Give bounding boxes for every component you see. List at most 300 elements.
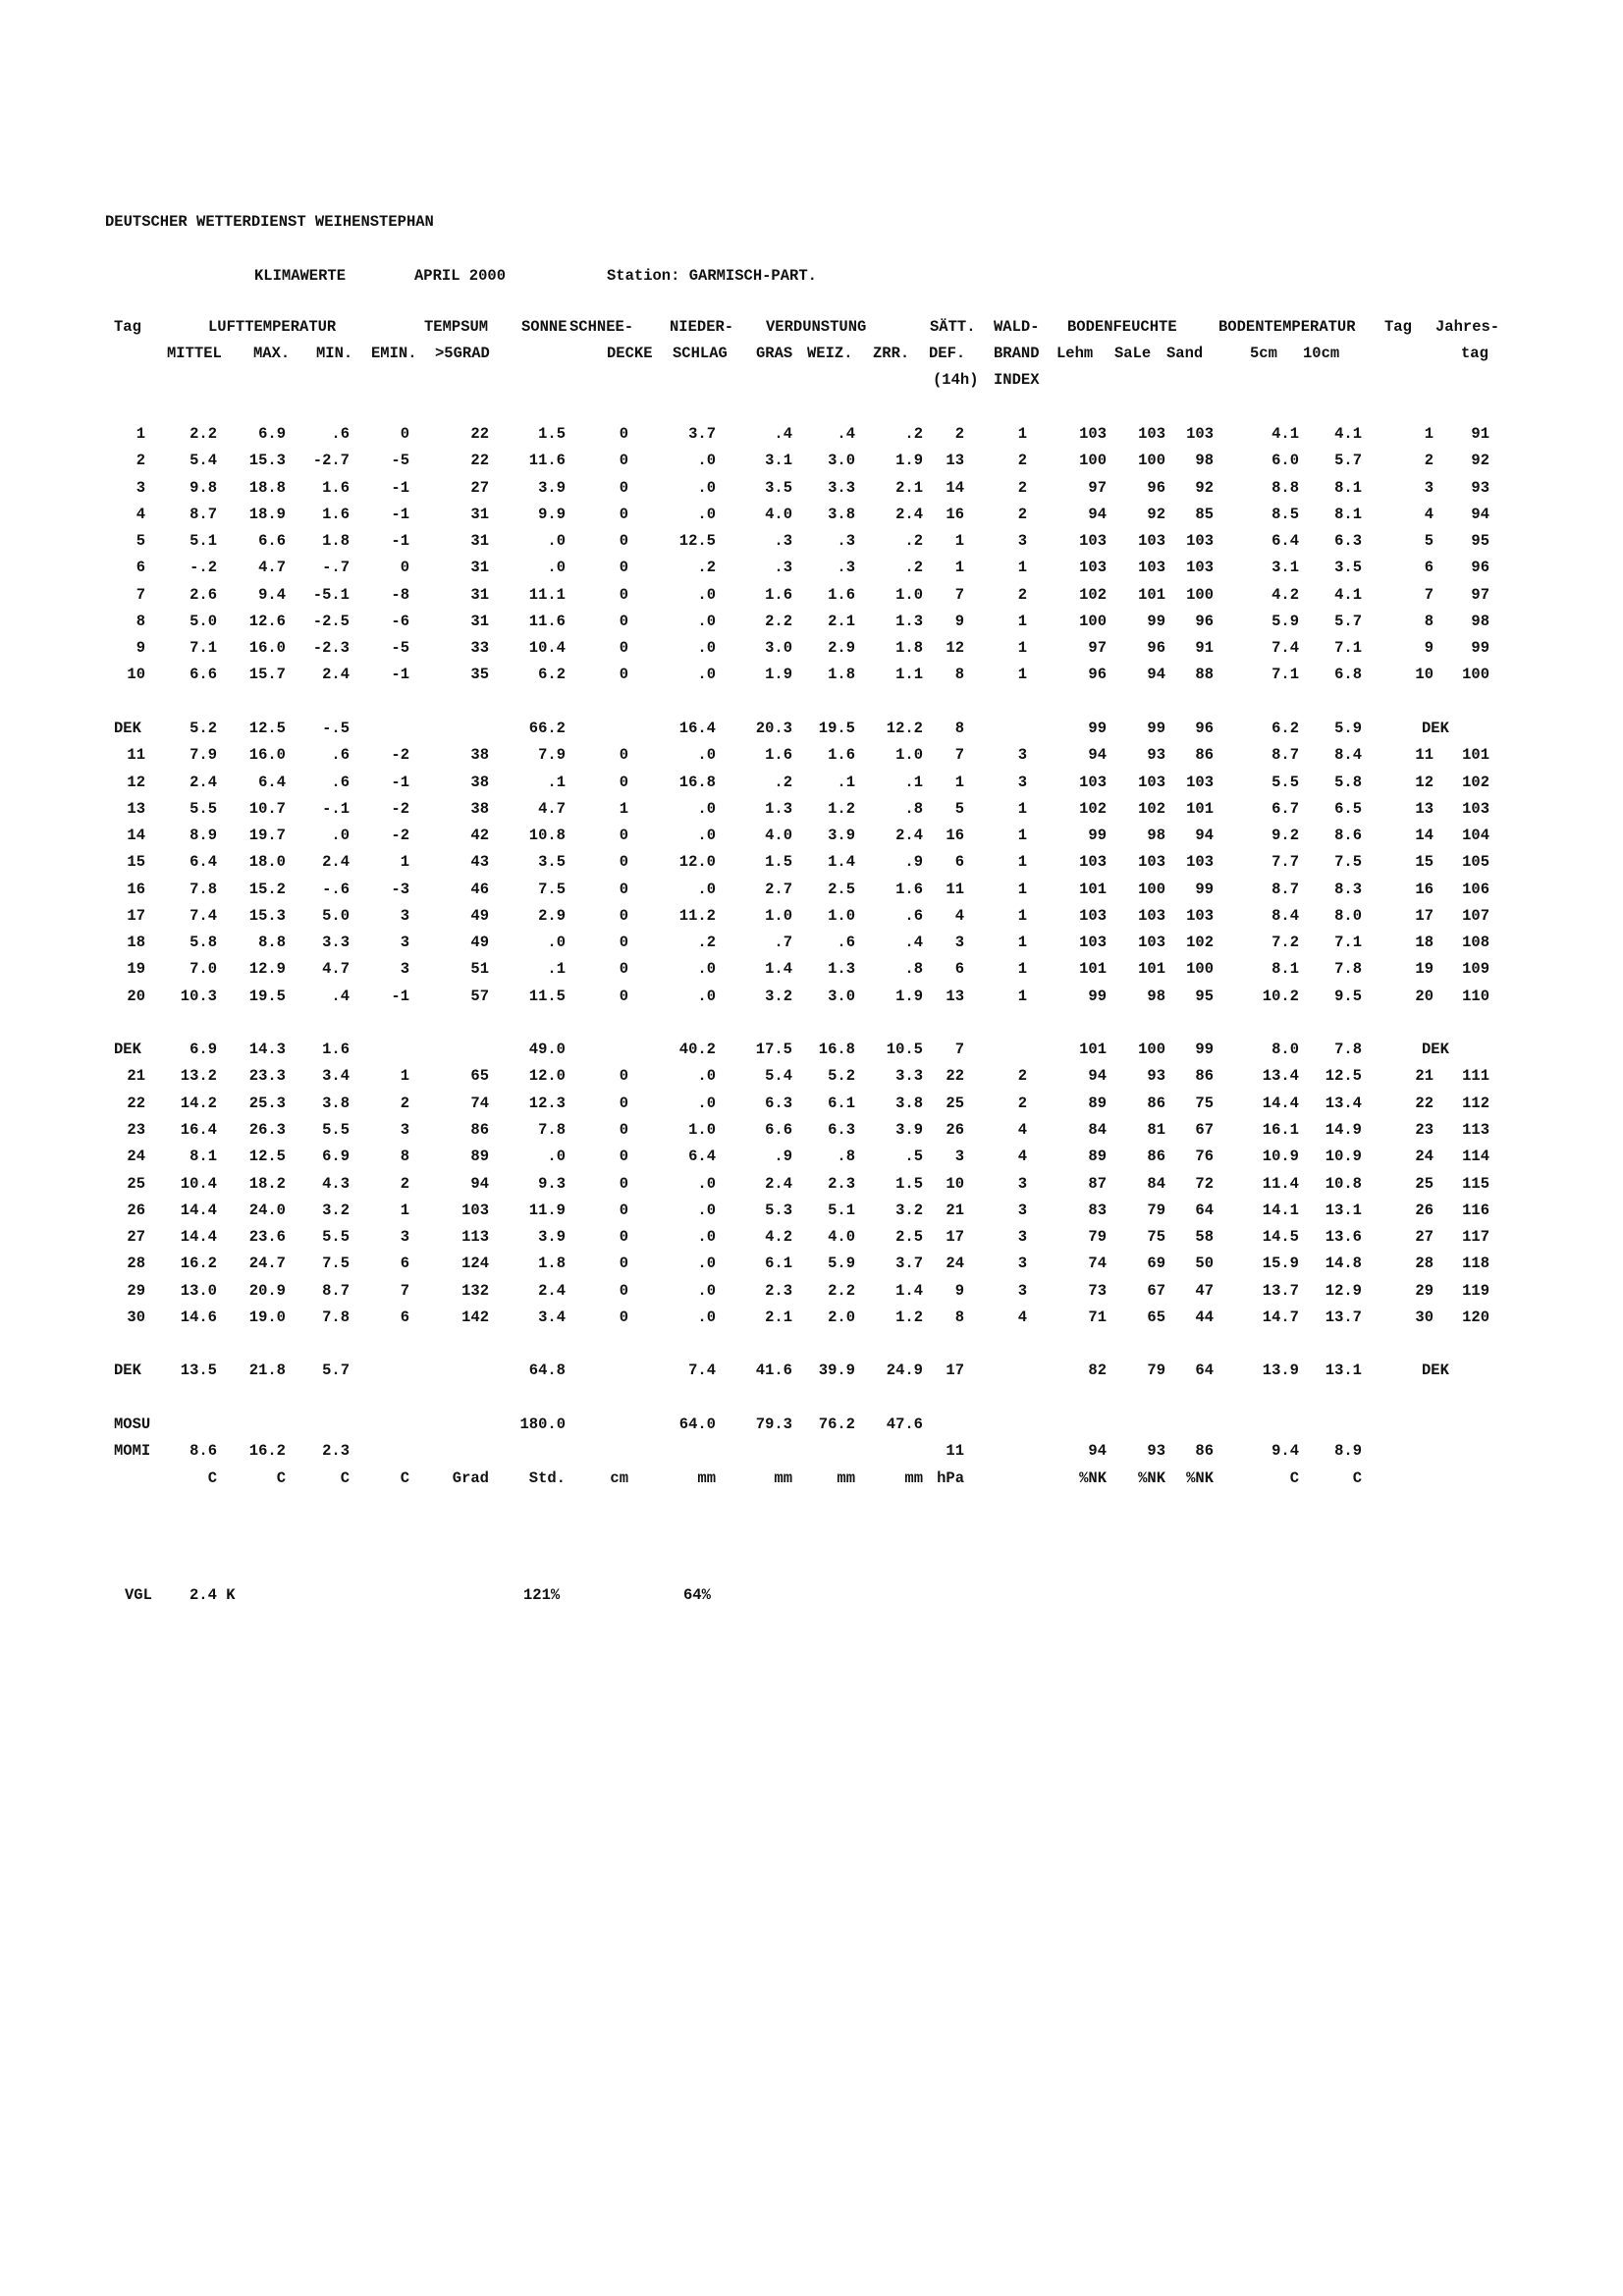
table-cell: 103 — [1138, 907, 1165, 925]
table-cell: 65 — [1147, 1308, 1165, 1326]
table-cell: 3 — [400, 960, 409, 978]
table-cell: 26 — [946, 1121, 964, 1139]
table-cell: .0 — [697, 1228, 716, 1246]
table-cell: 5 — [1424, 532, 1434, 550]
table-cell: 6.9 — [322, 1148, 350, 1165]
table-cell: 13.4 — [1325, 1095, 1362, 1112]
table-cell: 3.0 — [828, 452, 855, 469]
table-cell: -1 — [391, 479, 409, 497]
table-cell: 91 — [1195, 639, 1214, 657]
table-cell: 13.9 — [1262, 1362, 1299, 1379]
table-cell: 2 — [400, 1095, 409, 1112]
table-cell: .2 — [904, 559, 923, 576]
table-cell: -2.3 — [312, 639, 350, 657]
table-cell: 19 — [1415, 960, 1434, 978]
table-row — [0, 1171, 1623, 1198]
table-cell: .8 — [904, 960, 923, 978]
table-cell: .0 — [697, 827, 716, 844]
table-cell: %NK — [1186, 1469, 1214, 1487]
row-label: MOMI — [114, 1442, 151, 1460]
table-cell: 103 — [1186, 774, 1214, 791]
table-cell: 1.6 — [828, 746, 855, 764]
table-cell: 3 — [135, 479, 145, 497]
table-cell: 1.6 — [322, 1041, 350, 1058]
monthly-sum-row — [0, 1412, 1623, 1438]
table-cell: 19.0 — [248, 1308, 286, 1326]
table-cell: 20.9 — [248, 1282, 286, 1300]
table-cell: 7.5 — [1334, 853, 1362, 871]
table-cell: 89 — [1088, 1148, 1107, 1165]
table-cell: 142 — [461, 1308, 489, 1326]
column-header: SCHNEE- — [569, 318, 634, 336]
table-cell: 7 — [954, 1041, 964, 1058]
table-cell: 5.1 — [828, 1201, 855, 1219]
table-cell: 1.2 — [828, 800, 855, 818]
table-cell: 17 — [946, 1228, 964, 1246]
table-cell: 99 — [1147, 720, 1165, 737]
table-cell: -2.5 — [312, 613, 350, 630]
table-cell: 10.4 — [528, 639, 566, 657]
table-cell: 7.1 — [1334, 639, 1362, 657]
table-cell: 96 — [1195, 613, 1214, 630]
table-cell: 29 — [127, 1282, 145, 1300]
table-cell: 20 — [127, 988, 145, 1005]
table-cell: 17 — [127, 907, 145, 925]
table-cell: 12.5 — [248, 1148, 286, 1165]
table-cell: 74 — [470, 1095, 489, 1112]
table-cell: 92 — [1471, 452, 1489, 469]
table-cell: 13 — [127, 800, 145, 818]
table-cell: 14.4 — [1262, 1095, 1299, 1112]
table-row — [0, 1063, 1623, 1090]
table-cell: 7.5 — [322, 1255, 350, 1272]
table-cell: 2.1 — [828, 613, 855, 630]
table-cell: 9.3 — [538, 1175, 566, 1193]
table-cell: 94 — [470, 1175, 489, 1193]
table-cell: 6.9 — [189, 1041, 217, 1058]
table-cell: 2.4 — [322, 666, 350, 683]
table-cell: 7.8 — [538, 1121, 566, 1139]
report-header-org-line — [0, 209, 1623, 236]
table-row — [0, 742, 1623, 769]
table-cell: 10.8 — [528, 827, 566, 844]
table-cell: 11.6 — [528, 452, 566, 469]
table-cell: .4 — [331, 988, 350, 1005]
table-cell: 1.8 — [895, 639, 923, 657]
table-cell: -2 — [391, 746, 409, 764]
table-cell: 4 — [1424, 506, 1434, 523]
table-cell: 86 — [1195, 746, 1214, 764]
row-label: DEK — [1422, 1041, 1449, 1058]
table-cell: 41.6 — [755, 1362, 792, 1379]
table-cell: 0 — [400, 559, 409, 576]
table-cell: 8 — [954, 666, 964, 683]
table-cell: 2 — [1017, 1095, 1027, 1112]
table-cell: 98 — [1147, 827, 1165, 844]
table-cell: 101 — [1186, 800, 1214, 818]
table-cell: 7.4 — [1271, 639, 1299, 657]
table-cell: 50 — [1195, 1255, 1214, 1272]
table-cell: 6 — [954, 960, 964, 978]
table-cell: .2 — [697, 559, 716, 576]
table-row — [0, 448, 1623, 474]
table-cell: 21 — [1415, 1067, 1434, 1085]
table-cell: 15.9 — [1262, 1255, 1299, 1272]
table-cell: 7.9 — [538, 746, 566, 764]
table-cell: 1.2 — [895, 1308, 923, 1326]
table-cell: 2 — [1017, 452, 1027, 469]
table-cell: 5.2 — [189, 720, 217, 737]
table-cell: 4 — [954, 907, 964, 925]
table-cell: 0 — [619, 881, 628, 898]
table-cell: 86 — [1195, 1442, 1214, 1460]
table-cell: 5.0 — [189, 613, 217, 630]
row-label: DEK — [114, 720, 141, 737]
table-cell: 30 — [127, 1308, 145, 1326]
column-header: TEMPSUM — [424, 318, 489, 336]
table-cell: 2 — [400, 1175, 409, 1193]
table-cell: 12.5 — [678, 532, 716, 550]
table-cell: 7.1 — [1271, 666, 1299, 683]
table-cell: 112 — [1462, 1095, 1489, 1112]
table-cell: 100 — [1138, 1041, 1165, 1058]
report-period: APRIL 2000 — [414, 267, 507, 285]
table-cell: 98 — [1147, 988, 1165, 1005]
table-cell: 5 — [954, 800, 964, 818]
table-cell: 85 — [1195, 506, 1214, 523]
table-cell: 14.2 — [180, 1095, 217, 1112]
table-cell: 11 — [946, 881, 964, 898]
table-cell: -5 — [391, 639, 409, 657]
table-cell: 43 — [470, 853, 489, 871]
table-cell: 5.0 — [322, 907, 350, 925]
table-cell: 16.0 — [248, 639, 286, 657]
table-cell: 8 — [954, 720, 964, 737]
table-cell: 14.4 — [180, 1228, 217, 1246]
table-cell: 0 — [619, 639, 628, 657]
table-cell: 0 — [619, 1095, 628, 1112]
table-cell: 13.0 — [180, 1282, 217, 1300]
table-cell: 13.7 — [1325, 1308, 1362, 1326]
table-cell: 101 — [1079, 960, 1107, 978]
column-header: SONNE — [521, 318, 568, 336]
table-row — [0, 555, 1623, 581]
table-cell: C — [207, 1469, 217, 1487]
vgl-sunshine: 121% — [523, 1586, 561, 1604]
table-cell: 1.6 — [322, 479, 350, 497]
table-cell: -2 — [391, 800, 409, 818]
table-cell: 9 — [954, 613, 964, 630]
table-row — [0, 1305, 1623, 1331]
table-cell: -6 — [391, 613, 409, 630]
table-cell: 117 — [1462, 1228, 1489, 1246]
table-cell: 102 — [1138, 800, 1165, 818]
table-cell: 99 — [1195, 1041, 1214, 1058]
units-row — [0, 1466, 1623, 1492]
table-cell: 16 — [946, 506, 964, 523]
table-cell: 19.7 — [248, 827, 286, 844]
table-cell: 103 — [1186, 559, 1214, 576]
table-cell: 1.0 — [895, 746, 923, 764]
table-cell: .3 — [774, 559, 792, 576]
table-row — [0, 877, 1623, 903]
table-row — [0, 770, 1623, 796]
table-cell: 13 — [1415, 800, 1434, 818]
table-cell: 0 — [619, 934, 628, 951]
table-cell: 23.3 — [248, 1067, 286, 1085]
column-header-row1 — [0, 314, 1623, 341]
table-cell: 1.4 — [895, 1282, 923, 1300]
table-cell: 22 — [127, 1095, 145, 1112]
row-label: MOSU — [114, 1415, 151, 1433]
column-header: WALD- — [994, 318, 1040, 336]
table-cell: 1.3 — [895, 613, 923, 630]
table-cell: 12.6 — [248, 613, 286, 630]
table-cell: 4.3 — [322, 1175, 350, 1193]
table-cell: 132 — [461, 1282, 489, 1300]
table-cell: 65 — [470, 1067, 489, 1085]
table-cell: 104 — [1462, 827, 1489, 844]
table-cell: 10 — [127, 666, 145, 683]
table-cell: 39.9 — [818, 1362, 855, 1379]
table-cell: 0 — [619, 774, 628, 791]
table-cell: 1 — [1017, 907, 1027, 925]
table-cell: 8 — [135, 613, 145, 630]
table-cell: 7.1 — [189, 639, 217, 657]
table-cell: 1.8 — [828, 666, 855, 683]
table-cell: 0 — [619, 479, 628, 497]
column-header: BODENTEMPERATUR — [1218, 318, 1356, 336]
table-cell: 8.5 — [1271, 506, 1299, 523]
table-cell: 1 — [1017, 559, 1027, 576]
table-cell: 3 — [1017, 1255, 1027, 1272]
table-cell: .0 — [697, 1201, 716, 1219]
table-cell: 94 — [1088, 1067, 1107, 1085]
table-cell: 116 — [1462, 1201, 1489, 1219]
table-cell: 9.4 — [1271, 1442, 1299, 1460]
table-cell: %NK — [1138, 1469, 1165, 1487]
table-cell: 94 — [1195, 827, 1214, 844]
table-cell: 3.0 — [765, 639, 792, 657]
table-cell: C — [1289, 1469, 1299, 1487]
column-header: VERDUNSTUNG — [766, 318, 867, 336]
table-cell: -1 — [391, 666, 409, 683]
table-cell: 3.5 — [1334, 559, 1362, 576]
table-cell: 2.1 — [895, 479, 923, 497]
table-cell: 6.1 — [828, 1095, 855, 1112]
table-cell: .0 — [697, 800, 716, 818]
table-cell: 16 — [946, 827, 964, 844]
table-cell: 3 — [400, 1228, 409, 1246]
table-cell: 180.0 — [519, 1415, 566, 1433]
table-cell: 24 — [127, 1148, 145, 1165]
column-header: MITTEL — [167, 345, 222, 362]
table-cell: 1.5 — [895, 1175, 923, 1193]
table-cell: 20.3 — [755, 720, 792, 737]
column-header: DEF. — [929, 345, 966, 362]
table-cell: .0 — [547, 532, 566, 550]
table-cell: 109 — [1462, 960, 1489, 978]
table-cell: 105 — [1462, 853, 1489, 871]
table-cell: 9 — [135, 639, 145, 657]
table-cell: 11.9 — [528, 1201, 566, 1219]
column-header-row3 — [0, 367, 1623, 394]
table-cell: 1.0 — [688, 1121, 716, 1139]
column-header: GRAS — [756, 345, 793, 362]
table-cell: 64.8 — [528, 1362, 566, 1379]
table-cell: 95 — [1471, 532, 1489, 550]
table-cell: 10.9 — [1325, 1148, 1362, 1165]
table-cell: 12.2 — [886, 720, 923, 737]
table-cell: 103 — [1079, 934, 1107, 951]
table-cell: 4.0 — [765, 827, 792, 844]
table-cell: 0 — [619, 960, 628, 978]
table-cell: 100 — [1186, 960, 1214, 978]
table-cell: -1 — [391, 988, 409, 1005]
table-cell: 101 — [1079, 881, 1107, 898]
table-row — [0, 956, 1623, 983]
column-header: SaLe — [1114, 345, 1152, 362]
table-cell: %NK — [1079, 1469, 1107, 1487]
table-cell: 21 — [127, 1067, 145, 1085]
table-cell: Std. — [528, 1469, 566, 1487]
table-cell: 14.7 — [1262, 1308, 1299, 1326]
table-cell: 31 — [470, 506, 489, 523]
table-cell: 3 — [400, 907, 409, 925]
table-cell: 0 — [619, 1067, 628, 1085]
table-cell: 1.6 — [828, 586, 855, 604]
table-cell: 6.4 — [1271, 532, 1299, 550]
table-cell: .9 — [774, 1148, 792, 1165]
table-cell: 51 — [470, 960, 489, 978]
table-cell: 4.2 — [765, 1228, 792, 1246]
table-cell: 100 — [1138, 452, 1165, 469]
table-cell: 7.9 — [189, 746, 217, 764]
table-cell: 24.7 — [248, 1255, 286, 1272]
table-cell: 99 — [1088, 988, 1107, 1005]
table-row — [0, 1117, 1623, 1144]
column-header: MAX. — [253, 345, 291, 362]
table-cell: 3 — [1017, 532, 1027, 550]
table-cell: 16.2 — [248, 1442, 286, 1460]
table-cell: 103 — [1079, 774, 1107, 791]
table-cell: 31 — [470, 613, 489, 630]
table-cell: 5.4 — [189, 452, 217, 469]
table-cell: 0 — [619, 1175, 628, 1193]
table-cell: 64.0 — [678, 1415, 716, 1433]
table-cell: 16 — [127, 881, 145, 898]
table-cell: 3.7 — [895, 1255, 923, 1272]
table-cell: 8.1 — [1334, 479, 1362, 497]
table-cell: 1.6 — [765, 746, 792, 764]
table-cell: 1.0 — [765, 907, 792, 925]
table-cell: 1.9 — [765, 666, 792, 683]
table-cell: 7 — [400, 1282, 409, 1300]
table-row — [0, 1251, 1623, 1277]
table-cell: 6 — [400, 1308, 409, 1326]
table-cell: 57 — [470, 988, 489, 1005]
table-cell: 4 — [135, 506, 145, 523]
table-cell: .3 — [774, 532, 792, 550]
table-cell: .0 — [697, 1255, 716, 1272]
table-cell: 3.9 — [538, 479, 566, 497]
column-header: >5GRAD — [435, 345, 490, 362]
table-cell: 16.0 — [248, 746, 286, 764]
table-cell: 103 — [1079, 425, 1107, 443]
table-cell: 94 — [1088, 1442, 1107, 1460]
table-cell: 99 — [1147, 613, 1165, 630]
org-name: DEUTSCHER WETTERDIENST WEIHENSTEPHAN — [105, 213, 434, 231]
table-cell: 1 — [1424, 425, 1434, 443]
table-cell: 3 — [400, 1121, 409, 1139]
table-cell: 0 — [619, 559, 628, 576]
table-cell: 12.5 — [248, 720, 286, 737]
table-cell: 0 — [619, 746, 628, 764]
table-cell: .6 — [331, 746, 350, 764]
table-cell: 91 — [1471, 425, 1489, 443]
column-header: Jahres- — [1435, 318, 1500, 336]
table-cell: 3.9 — [895, 1121, 923, 1139]
table-cell: 8.4 — [1271, 907, 1299, 925]
table-cell: 1 — [1017, 800, 1027, 818]
table-cell: .0 — [547, 559, 566, 576]
table-cell: .1 — [837, 774, 855, 791]
table-cell: 79.3 — [755, 1415, 792, 1433]
table-cell: 3.1 — [1271, 559, 1299, 576]
table-cell: 2.9 — [538, 907, 566, 925]
table-cell: 3 — [1017, 746, 1027, 764]
table-cell: 12 — [946, 639, 964, 657]
table-row — [0, 582, 1623, 609]
table-cell: .0 — [697, 746, 716, 764]
table-cell: 6.9 — [258, 425, 286, 443]
table-cell: .0 — [697, 506, 716, 523]
table-cell: 1.6 — [895, 881, 923, 898]
table-cell: -5.1 — [312, 586, 350, 604]
table-cell: 21.8 — [248, 1362, 286, 1379]
table-cell: C — [400, 1469, 409, 1487]
table-cell: 103 — [1138, 853, 1165, 871]
table-cell: 2.4 — [538, 1282, 566, 1300]
table-cell: 27 — [470, 479, 489, 497]
table-cell: 93 — [1147, 1067, 1165, 1085]
table-cell: 103 — [461, 1201, 489, 1219]
table-cell: 2.4 — [895, 827, 923, 844]
table-cell: 100 — [1138, 881, 1165, 898]
table-cell: 86 — [1147, 1095, 1165, 1112]
table-cell: 89 — [470, 1148, 489, 1165]
table-cell: -8 — [391, 586, 409, 604]
vgl-temperature: 2.4 K — [189, 1586, 236, 1604]
table-cell: 47 — [1195, 1282, 1214, 1300]
table-cell: 8.1 — [189, 1148, 217, 1165]
table-cell: 12.3 — [528, 1095, 566, 1112]
table-cell: 102 — [1079, 586, 1107, 604]
table-cell: 31 — [470, 559, 489, 576]
table-cell: 24.9 — [886, 1362, 923, 1379]
table-cell: 94 — [1088, 746, 1107, 764]
table-cell: 1.6 — [765, 586, 792, 604]
table-cell: C — [340, 1469, 350, 1487]
table-cell: .0 — [697, 586, 716, 604]
table-cell: 3 — [400, 934, 409, 951]
table-cell: 7.8 — [189, 881, 217, 898]
table-cell: hPa — [937, 1469, 964, 1487]
column-header: LUFTTEMPERATUR — [208, 318, 337, 336]
table-cell: 96 — [1195, 720, 1214, 737]
table-cell: 1.8 — [322, 532, 350, 550]
table-cell: 12.9 — [248, 960, 286, 978]
